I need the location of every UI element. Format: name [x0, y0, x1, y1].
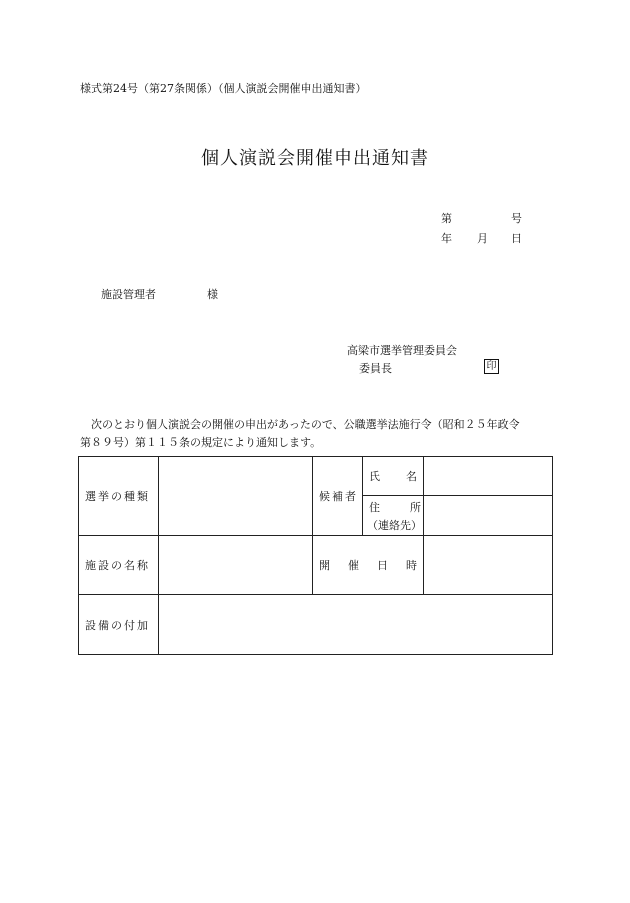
- sender-title: 委員長: [359, 362, 392, 375]
- number-prefix: 第: [441, 212, 452, 225]
- equipment-value[interactable]: [159, 595, 553, 655]
- notification-table: [78, 456, 553, 655]
- date-month-label: 月: [477, 232, 488, 245]
- date-time-label: 開 催 日 時: [313, 536, 424, 595]
- election-type-label: 選挙の種類: [79, 457, 159, 536]
- addressee-name: 施設管理者: [101, 288, 156, 301]
- contact-label: （連絡先）: [367, 518, 422, 532]
- candidate-address-label: 住 所 （連絡先）: [363, 496, 424, 536]
- facility-name-label: 施設の名称: [79, 536, 159, 595]
- date-year-label: 年: [441, 232, 452, 245]
- election-type-value[interactable]: [159, 457, 313, 536]
- facility-name-value[interactable]: [159, 536, 313, 595]
- equipment-label: 設備の付加: [79, 595, 159, 655]
- candidate-name-value[interactable]: [424, 457, 553, 496]
- date-time-value[interactable]: [424, 536, 553, 595]
- body-text: [80, 416, 552, 452]
- candidate-label: 候補者: [313, 457, 363, 536]
- number-suffix: 号: [511, 212, 522, 225]
- document-title: 個人演説会開催申出通知書: [201, 148, 429, 169]
- seal-stamp: 印: [484, 359, 499, 374]
- body-line-2: 第８９号）第１１５条の規定により通知します。: [80, 436, 322, 449]
- form-number-label: 様式第24号（第27条関係）（個人演説会開催申出通知書）: [80, 82, 367, 95]
- candidate-name-label: 氏 名: [363, 457, 424, 496]
- body-line-1: 次のとおり個人演説会の開催の申出があったので、公職選挙法施行令（昭和２５年政令: [91, 418, 520, 431]
- date-day-label: 日: [511, 232, 522, 245]
- addressee-honorific: 様: [207, 288, 218, 301]
- candidate-address-value[interactable]: [424, 496, 553, 536]
- sender-organization: 高梁市選挙管理委員会: [347, 344, 457, 357]
